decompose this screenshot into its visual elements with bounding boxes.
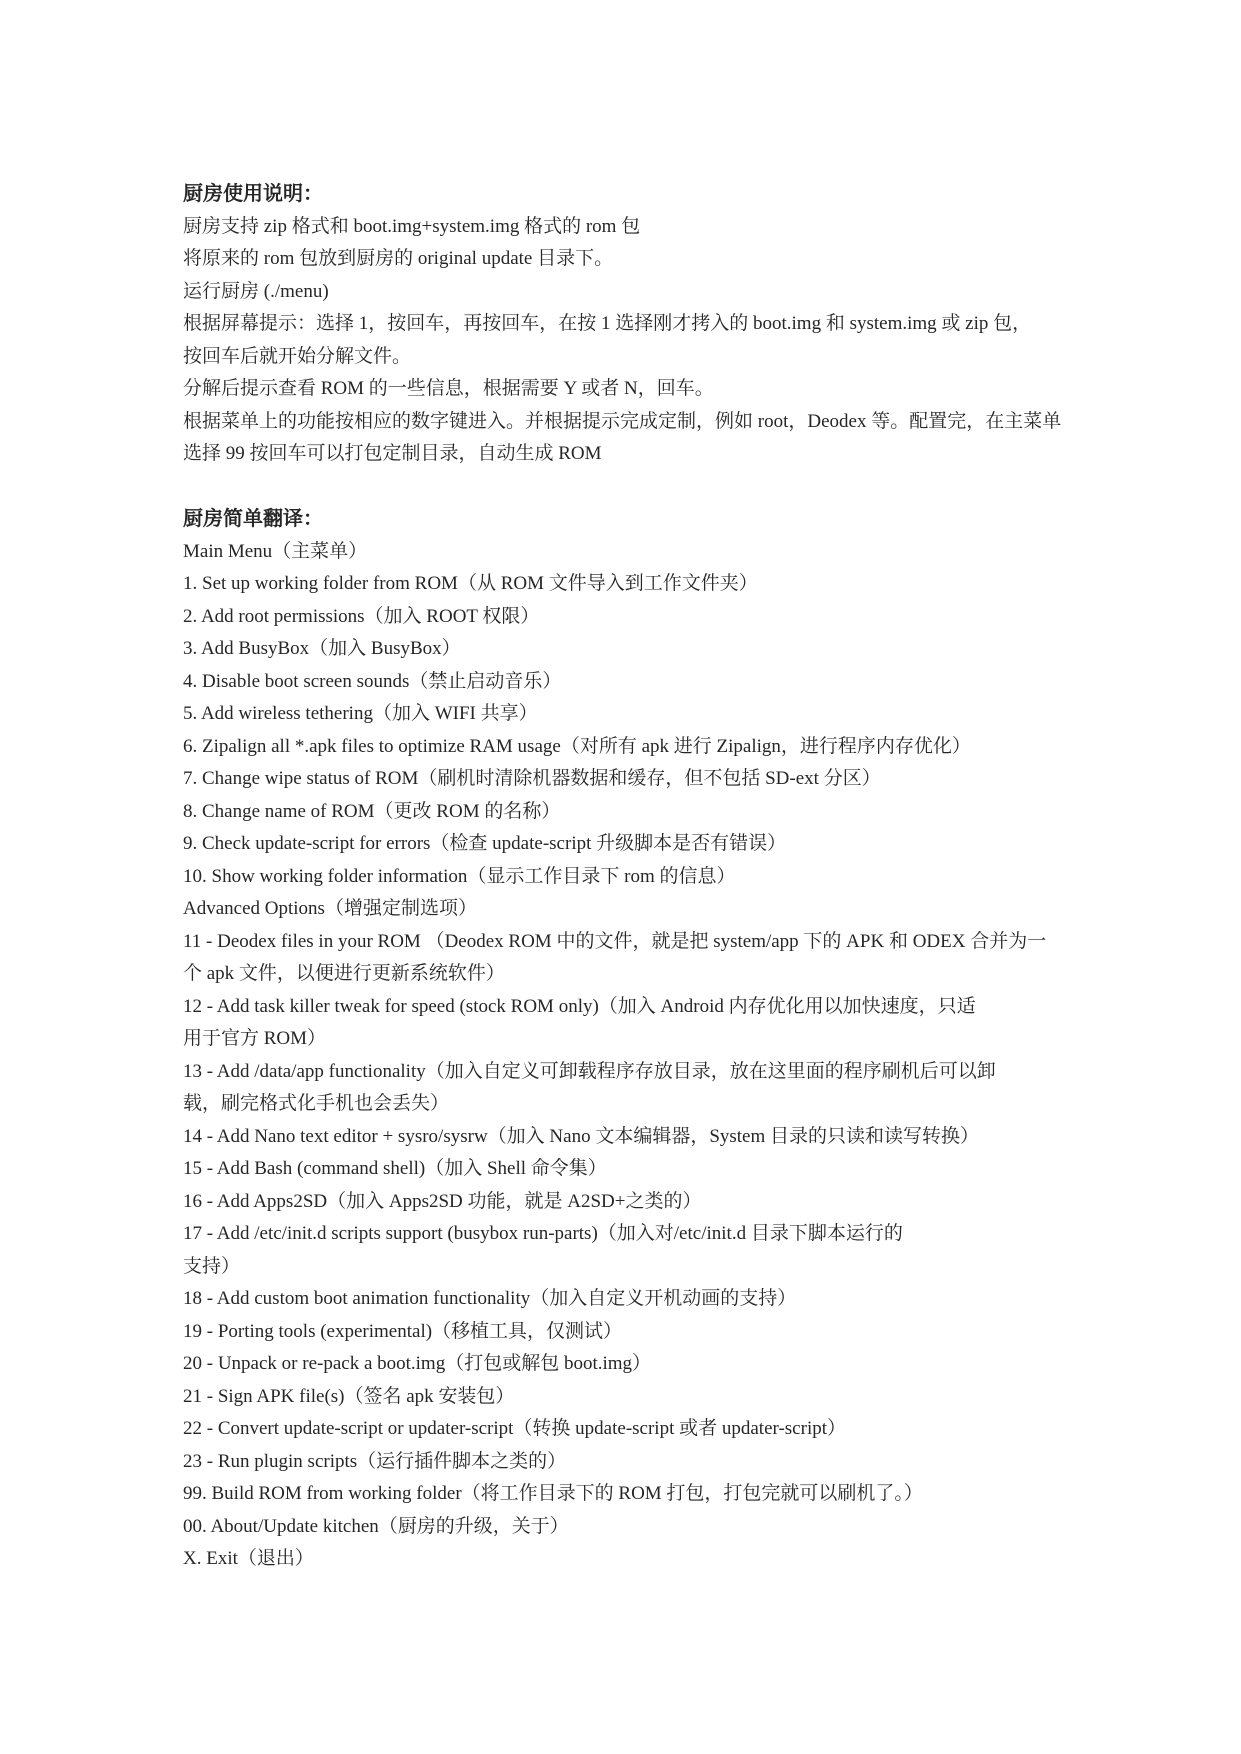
- text-line: 7. Change wipe status of ROM（刷机时清除机器数据和缓存，但不包括 SD-ext 分区）: [183, 768, 881, 789]
- text-line: 21 - Sign APK file(s)（签名 apk 安装包）: [183, 1385, 515, 1407]
- text-line: 根据屏幕提示：选择 1，按回车，再按回车，在按 1 选择刚才拷入的 boot.img 和 system.img 或 zip 包，: [183, 313, 1032, 334]
- text-line: 用于官方 ROM）: [183, 1028, 327, 1049]
- text-line: 19 - Porting tools (experimental)（移植工具，仅测试）: [183, 1320, 623, 1342]
- translation-section: [183, 503, 1183, 1576]
- text-line: 9. Check update-script for errors（检查 update-script 升级脚本是否有错误）: [183, 833, 787, 854]
- usage-lines: [183, 211, 1183, 471]
- text-line: 00. About/Update kitchen（厨房的升级，关于）: [183, 1515, 569, 1537]
- text-line: 2. Add root permissions（加入 ROOT 权限）: [183, 605, 540, 627]
- text-line: 厨房支持 zip 格式和 boot.img+system.img 格式的 rom 包: [183, 215, 641, 237]
- text-line: 10. Show working folder information（显示工作目录下 rom 的信息）: [183, 865, 736, 887]
- text-line: 按回车后就开始分解文件。: [183, 345, 412, 367]
- text-line: 22 - Convert update-script or updater-script（转换 update-script 或者 updater-script）: [183, 1418, 846, 1439]
- document-content: [183, 178, 1183, 1576]
- text-line: 8. Change name of ROM（更改 ROM 的名称）: [183, 800, 561, 822]
- text-line: 5. Add wireless tethering（加入 WIFI 共享）: [183, 703, 538, 724]
- text-line: 根据菜单上的功能按相应的数字键进入。并根据提示完成定制，例如 root，Deodex 等。配置完，在主菜单: [183, 410, 1062, 432]
- text-line: 将原来的 rom 包放到厨房的 original update 目录下。: [183, 248, 614, 269]
- text-line: 3. Add BusyBox（加入 BusyBox）: [183, 638, 461, 659]
- text-line: 23 - Run plugin scripts（运行插件脚本之类的）: [183, 1450, 567, 1472]
- text-line: Advanced Options（增强定制选项）: [183, 898, 477, 919]
- text-line: 分解后提示查看 ROM 的一些信息，根据需要 Y 或者 N，回车。: [183, 378, 714, 399]
- text-line: 载，刷完格式化手机也会丢失）: [183, 1093, 450, 1114]
- text-line: 运行厨房 (./menu): [183, 280, 329, 302]
- usage-section: [183, 178, 1183, 471]
- text-line: 12 - Add task killer tweak for speed (stock ROM only)（加入 Android 内存优化用以加快速度，只适: [183, 995, 976, 1017]
- text-line: 13 - Add /data/app functionality（加入自定义可卸载程序存放目录，放在这里面的程序刷机后可以卸: [183, 1060, 996, 1082]
- text-line: 6. Zipalign all *.apk files to optimize RAM usage（对所有 apk 进行 Zipalign，进行程序内存优化）: [183, 735, 971, 757]
- text-line: 11 - Deodex files in your ROM （Deodex ROM 中的文件，就是把 system/app 下的 APK 和 ODEX 合并为一: [183, 930, 1047, 952]
- text-line: 个 apk 文件，以便进行更新系统软件）: [183, 963, 505, 984]
- text-line: 4. Disable boot screen sounds（禁止启动音乐）: [183, 670, 562, 692]
- text-line: 20 - Unpack or re-pack a boot.img（打包或解包 boot.img）: [183, 1353, 652, 1374]
- text-line: X. Exit（退出）: [183, 1548, 314, 1569]
- text-line: 1. Set up working folder from ROM（从 ROM 文件导入到工作文件夹）: [183, 573, 758, 594]
- translation-lines: [183, 536, 1183, 1576]
- text-line: 16 - Add Apps2SD（加入 Apps2SD 功能，就是 A2SD+之类的）: [183, 1190, 702, 1212]
- text-line: 15 - Add Bash (command shell)（加入 Shell 命令集）: [183, 1158, 607, 1179]
- usage-heading: 厨房使用说明：: [183, 183, 323, 205]
- text-line: 17 - Add /etc/init.d scripts support (busybox run-parts)（加入对/etc/init.d 目录下脚本运行的: [183, 1223, 903, 1244]
- text-line: 支持）: [183, 1255, 241, 1277]
- text-line: 选择 99 按回车可以打包定制目录，自动生成 ROM: [183, 443, 602, 464]
- text-line: Main Menu（主菜单）: [183, 540, 368, 562]
- text-line: 18 - Add custom boot animation functionality（加入自定义开机动画的支持）: [183, 1288, 797, 1309]
- text-line: 14 - Add Nano text editor + sysro/sysrw（加入 Nano 文本编辑器，System 目录的只读和读写转换）: [183, 1125, 980, 1147]
- translation-heading: 厨房简单翻译：: [183, 508, 323, 530]
- text-line: 99. Build ROM from working folder（将工作目录下的 ROM 打包，打包完就可以刷机了。）: [183, 1483, 923, 1504]
